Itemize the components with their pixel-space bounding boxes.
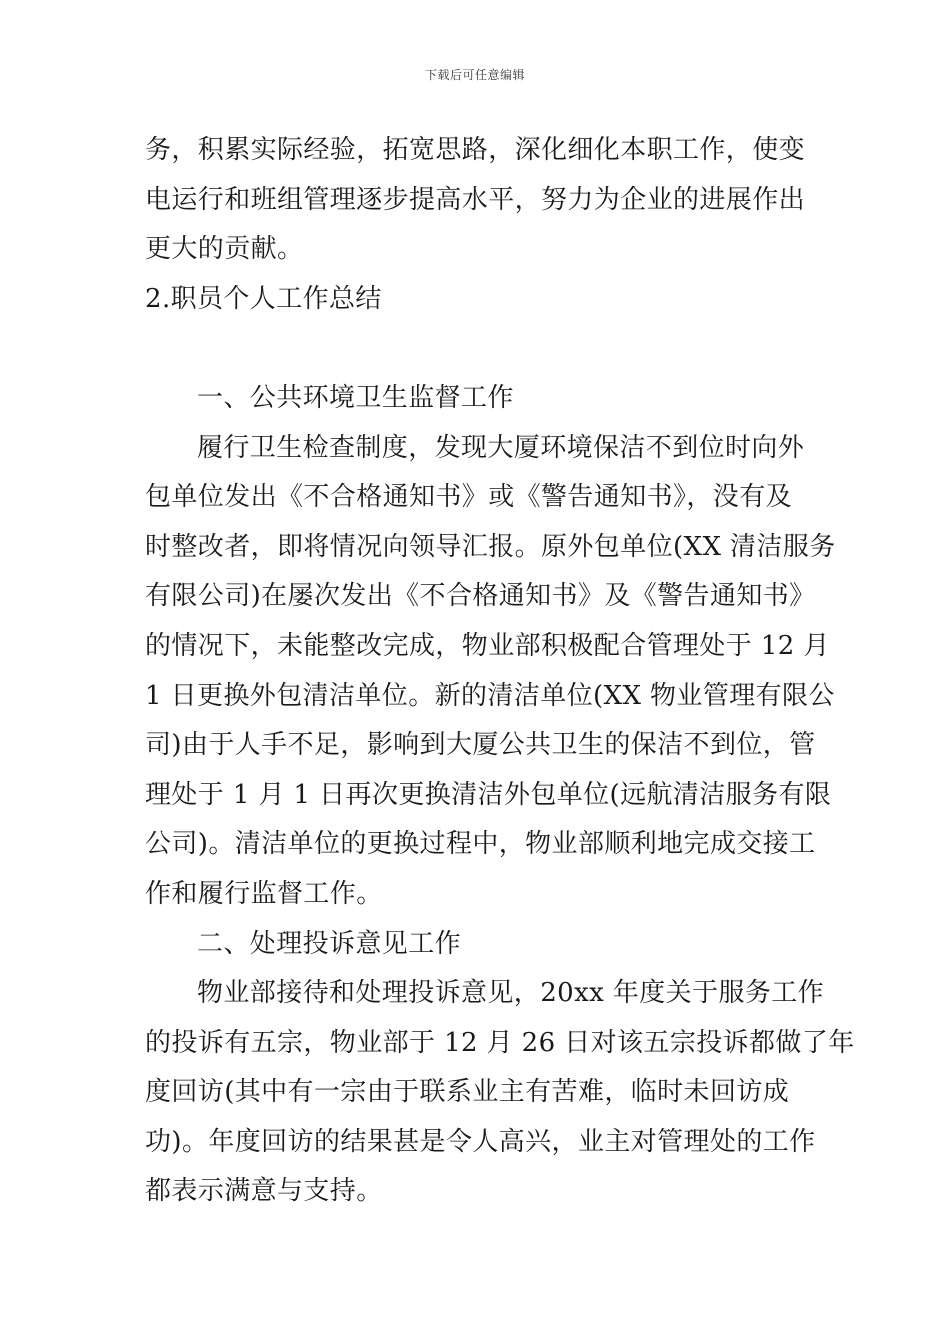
section2-heading: 二、处理投诉意见工作 — [197, 928, 462, 959]
section2-line: 功)。年度回访的结果甚是令人高兴，业主对管理处的工作 — [145, 1126, 816, 1157]
section1-line: 1 日更换外包清洁单位。新的清洁单位(XX 物业管理有限公 — [145, 680, 835, 711]
intro-line: 更大的贡献。 — [145, 234, 304, 265]
section2-line: 的投诉有五宗，物业部于 12 月 26 日对该五宗投诉都做了年 — [145, 1027, 855, 1058]
section1-line: 有限公司)在屡次发出《不合格通知书》及《警告通知书》 — [145, 581, 816, 612]
document-title: 2.职员个人工作总结 — [145, 283, 382, 314]
section1-line: 公司)。清洁单位的更换过程中，物业部顺利地完成交接工 — [145, 829, 816, 860]
blank-line — [145, 324, 810, 374]
section1-line: 理处于 1 月 1 日再次更换清洁外包单位(远航清洁服务有限 — [145, 779, 832, 810]
section1-line: 司)由于人手不足，影响到大厦公共卫生的保洁不到位，管 — [145, 730, 816, 761]
section2-line: 度回访(其中有一宗由于联系业主有苦难，临时未回访成 — [145, 1077, 790, 1108]
section1-line: 的情况下，未能整改完成，物业部积极配合管理处于 12 月 — [145, 630, 830, 661]
section1-line: 包单位发出《不合格通知书》或《警告通知书》，没有及 — [145, 482, 793, 513]
section2-line: 物业部接待和处理投诉意见，20xx 年度关于服务工作 — [197, 978, 825, 1009]
page-header-note: 下载后可任意编辑 — [424, 68, 525, 82]
intro-line: 务，积累实际经验，拓宽思路，深化细化本职工作，使变 — [145, 135, 806, 165]
section1-line: 履行卫生检查制度，发现大厦环境保洁不到位时向外 — [197, 432, 805, 463]
section2-line: 都表示满意与支持。 — [145, 1176, 383, 1207]
intro-line: 电运行和班组管理逐步提高水平，努力为企业的进展作出 — [145, 184, 806, 215]
document-body — [145, 126, 855, 1217]
section1-heading: 一、公共环境卫生监督工作 — [197, 382, 514, 413]
section1-line: 时整改者，即将情况向领导汇报。原外包单位(XX 清洁服务 — [145, 531, 836, 562]
section1-line: 作和履行监督工作。 — [145, 878, 383, 909]
